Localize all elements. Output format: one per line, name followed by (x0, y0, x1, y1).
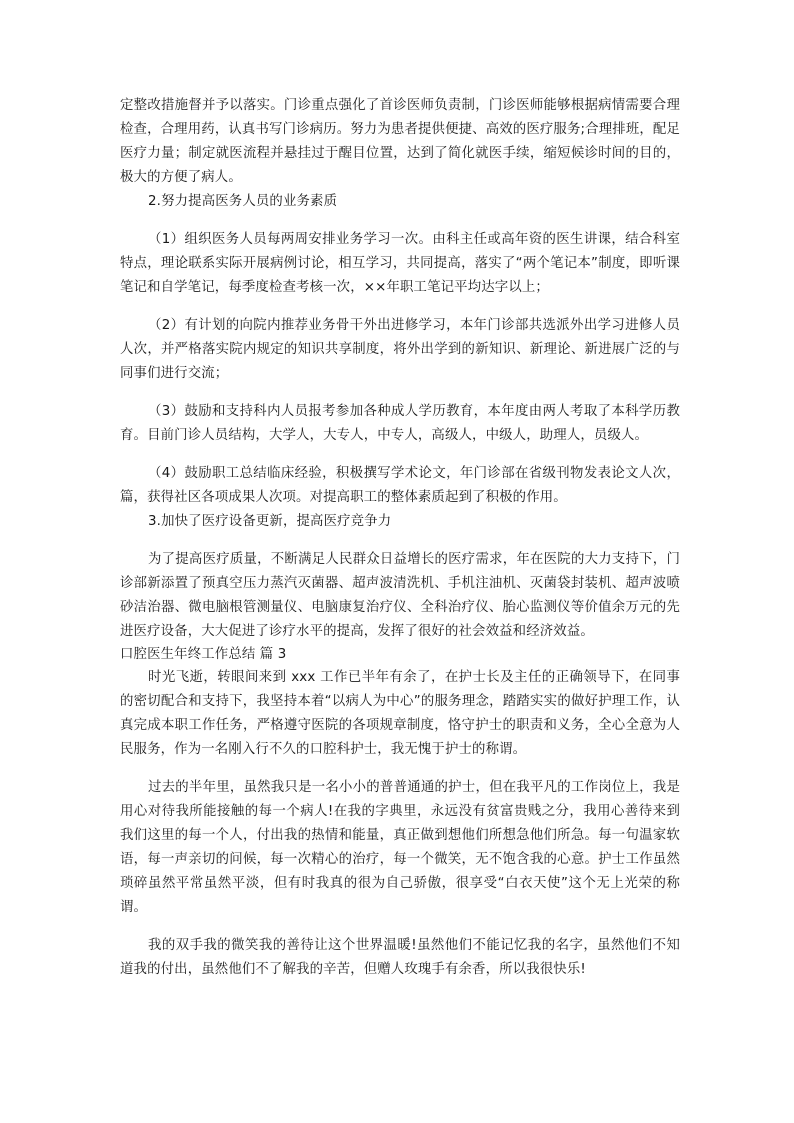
paragraph-closing: 我的双手我的微笑我的善待让这个世界温暖!虽然他们不能记忆我的名字，虽然他们不知道我的付出，虽然他们不了解我的辛苦，但赠人玫瑰手有余香，所以我很快乐! (120, 938, 680, 977)
section-heading-equipment: 3.加快了医疗设备更新，提高医疗竞争力 (148, 514, 392, 529)
paragraph-item-2: （2）有计划的向院内推荐业务骨干外出进修学习，本年门诊部共选派外出学习进修人员人次，并严格落实院内规定的知识共享制度，将外出学到的新知识、新理论、新进展广泛的与同事们进行交流； (120, 318, 680, 381)
paragraph-item-3: （3）鼓励和支持科内人员报考参加各种成人学历教育，本年度由两人考取了本科学历教育。目前门诊人员结构，大学人，大专人，中专人，高级人，中级人，助理人，员级人。 (120, 404, 680, 443)
document-body (120, 94, 680, 982)
paragraph-item-4: （4）鼓励职工总结临床经验，积极撰写学术论文，年门诊部在省级刊物发表论文人次，篇，获得社区各项成果人次项。对提高职工的整体素质起到了积极的作用。 (120, 466, 680, 505)
article-title: 口腔医生年终工作总结 篇 3 (120, 647, 287, 662)
paragraph-past-half-year: 过去的半年里，虽然我只是一名小小的普普通通的护士，但在我平凡的工作岗位上，我是用心对待我所能接触的每一个病人!在我的字典里，永远没有贫富贵贱之分，我用心善待来到我们这里的每一个人，付出我的热情和能量，真正做到想他们所想急他们所急。每一句温家软语，每一声亲切的问候，每一次精心的治疗，每一个微笑，无不饱含我的心意。护士工作虽然琐碎虽然平常虽然平淡，但有时我真的很为自己骄傲，很享受“白衣天使”这个无上光荣的称谓。 (120, 780, 680, 915)
paragraph-intro: 时光飞逝，转眼间来到 xxx 工作已半年有余了，在护士长及主任的正确领导下，在同事的密切配合和支持下，我坚持本着“以病人为中心”的服务理念，踏踏实实的做好护理工作，认真完成本职工作任务，严格遵守医院的各项规章制度，恪守护士的职责和义务，全心全意为人民服务，作为一名刚入行不久的口腔科护士，我无愧于护士的称谓。 (120, 670, 680, 757)
paragraph-clinic-measures: 定整改措施督并予以落实。门诊重点强化了首诊医师负责制，门诊医师能够根据病情需要合理检查，合理用药，认真书写门诊病历。努力为患者提供便捷、高效的医疗服务;合理排班，配足医疗力量；制定就医流程并悬挂过于醒目位置，达到了简化就医手续，缩短候诊时间的目的，极大的方便了病人。 (120, 98, 680, 185)
section-heading-staff-quality: 2.努力提高医务人员的业务素质 (148, 194, 338, 209)
paragraph-equipment: 为了提高医疗质量，不断满足人民群众日益增长的医疗需求，年在医院的大力支持下，门诊部新添置了预真空压力蒸汽灭菌器、超声波清洗机、手机注油机、灭菌袋封装机、超声波喷砂洁治器、微电脑根管测量仪、电脑康复治疗仪、全科治疗仪、胎心监测仪等价值余万元的先进医疗设备，大大促进了诊疗水平的提高，发挥了很好的社会效益和经济效益。 (120, 552, 680, 639)
paragraph-item-1: （1）组织医务人员每两周安排业务学习一次。由科主任或高年资的医生讲课，结合科室特点，理论联系实际开展病例讨论，相互学习，共同提高，落实了“两个笔记本”制度，即听课笔记和自学笔记，每季度检查考核一次，××年职工笔记平均达字以上； (120, 232, 680, 295)
